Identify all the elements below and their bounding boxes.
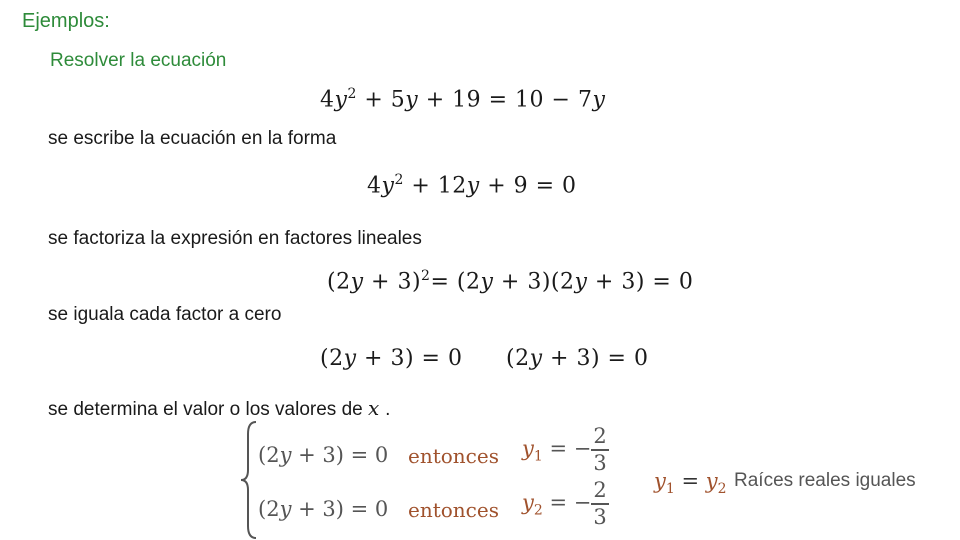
system-row-2-equation: (2y + 3) = 0 [258,497,389,521]
step-3-text: se iguala cada factor a cero [48,304,282,325]
step-2-text: se factoriza la expresión en factores lineales [48,228,422,249]
equation-original: $4y^2 + 5y + 19 = 10 - 7y$ [320,86,606,113]
equation-factor-2: (2y + 3) = 0 [506,346,649,371]
system-row-1-word: entonces [408,444,499,468]
system-row-1-solution: $y_1$ = − $\frac{2}{3}$ [522,424,607,475]
page-title: Ejemplos: [22,10,110,32]
system-row-2-word: entonces [408,498,499,522]
conclusion-label: Raíces reales iguales [734,470,916,491]
equation-factored: $(2y + 3)^2= (2y + 3)(2y + 3) = 0$ [327,268,694,295]
system-row-1-equation: (2y + 3) = 0 [258,443,389,467]
step-4-text: se determina el valor o los valores de x . [48,396,391,420]
equation-standard-form: $4y^2 + 12y + 9 = 0$ [367,172,577,199]
conclusion-equation: $y_1 = y_2$ [654,469,727,498]
step-1-text: se escribe la ecuación en la forma [48,128,337,149]
subtitle: Resolver la ecuación [50,50,227,71]
left-brace-icon [238,420,260,540]
system-row-2-solution: $y_2$ = − $\frac{2}{3}$ [522,478,607,529]
equation-factor-1: (2y + 3) = 0 [320,346,463,371]
